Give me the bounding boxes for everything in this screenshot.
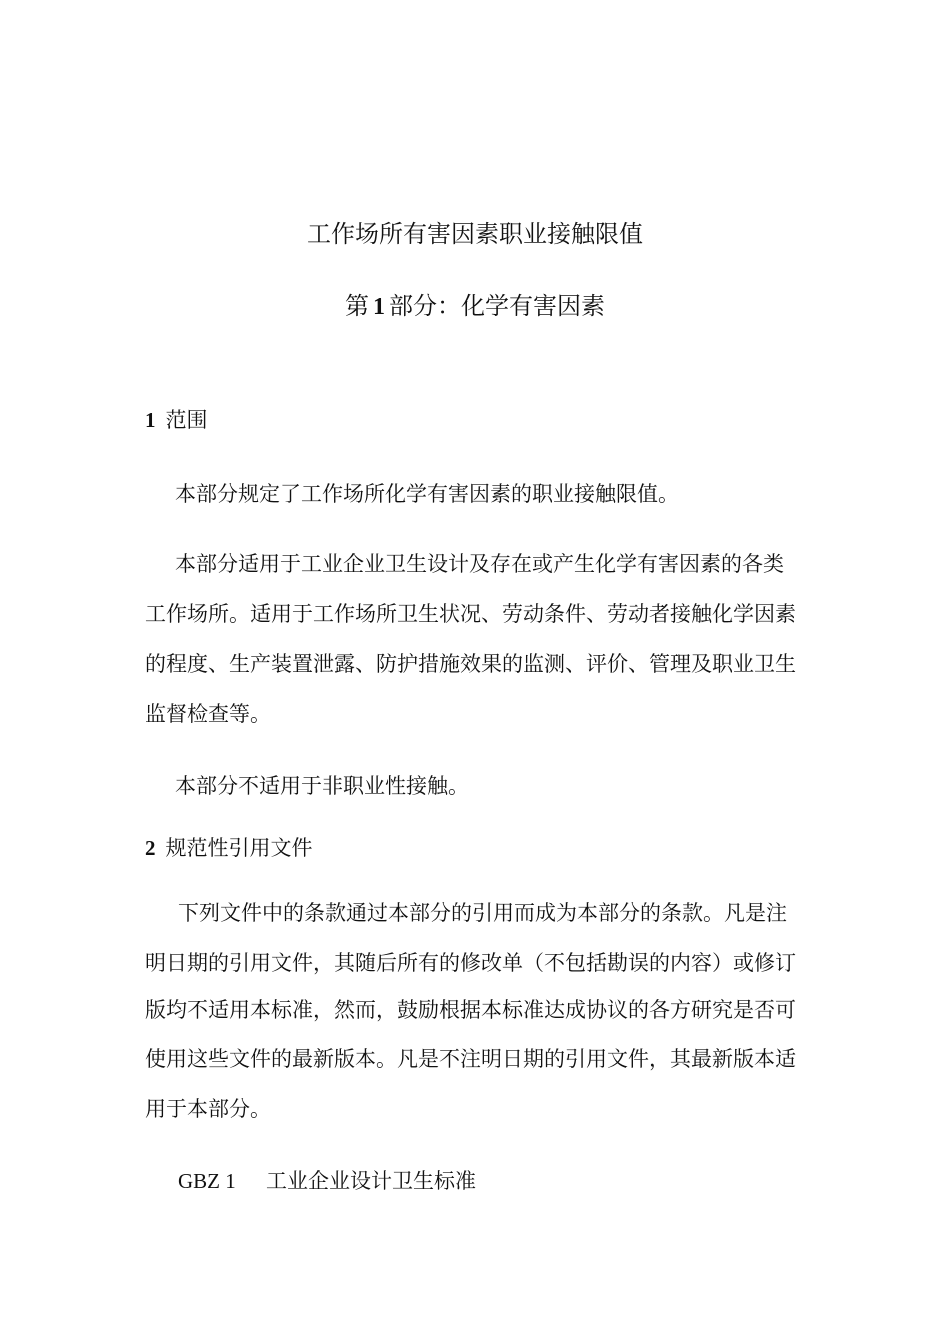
section-number: 2: [145, 836, 156, 860]
subtitle-prefix: 第: [345, 292, 369, 320]
paragraph-line: 下列文件中的条款通过本部分的引用而成为本部分的条款。凡是注: [178, 901, 787, 925]
subtitle-suffix: 部分：化学有害因素: [389, 292, 605, 320]
section-title: 规范性引用文件: [165, 836, 313, 860]
paragraph-line: 版均不适用本标准，然而，鼓励根据本标准达成协议的各方研究是否可: [145, 998, 796, 1022]
paragraph-line: 使用这些文件的最新版本。凡是不注明日期的引用文件，其最新版本适: [145, 1047, 796, 1071]
subtitle-part-number: 1: [373, 294, 385, 320]
document-subtitle: [0, 290, 950, 323]
paragraph-line: 明日期的引用文件，其随后所有的修改单（不包括勘误的内容）或修订: [145, 951, 796, 975]
section-1-paragraph-1: 本部分规定了工作场所化学有害因素的职业接触限值。: [175, 482, 679, 506]
paragraph-line: 用于本部分。: [145, 1097, 271, 1121]
reference-item: [178, 1166, 476, 1196]
section-1-paragraph-3: 本部分不适用于非职业性接触。: [175, 774, 469, 798]
section-2-heading: [145, 833, 313, 863]
paragraph-line: 工作场所。适用于工作场所卫生状况、劳动条件、劳动者接触化学因素: [145, 602, 796, 626]
section-title: 范围: [165, 408, 208, 432]
section-number: 1: [145, 408, 156, 432]
reference-title: 工业企业设计卫生标准: [266, 1169, 476, 1193]
section-1-heading: [145, 405, 208, 435]
reference-code: GBZ 1: [178, 1169, 236, 1193]
paragraph-line: 本部分适用于工业企业卫生设计及存在或产生化学有害因素的各类: [175, 552, 784, 576]
paragraph-line: 的程度、生产装置泄露、防护措施效果的监测、评价、管理及职业卫生: [145, 652, 796, 676]
paragraph-line: 监督检查等。: [145, 702, 271, 726]
document-title: 工作场所有害因素职业接触限值: [307, 220, 643, 248]
